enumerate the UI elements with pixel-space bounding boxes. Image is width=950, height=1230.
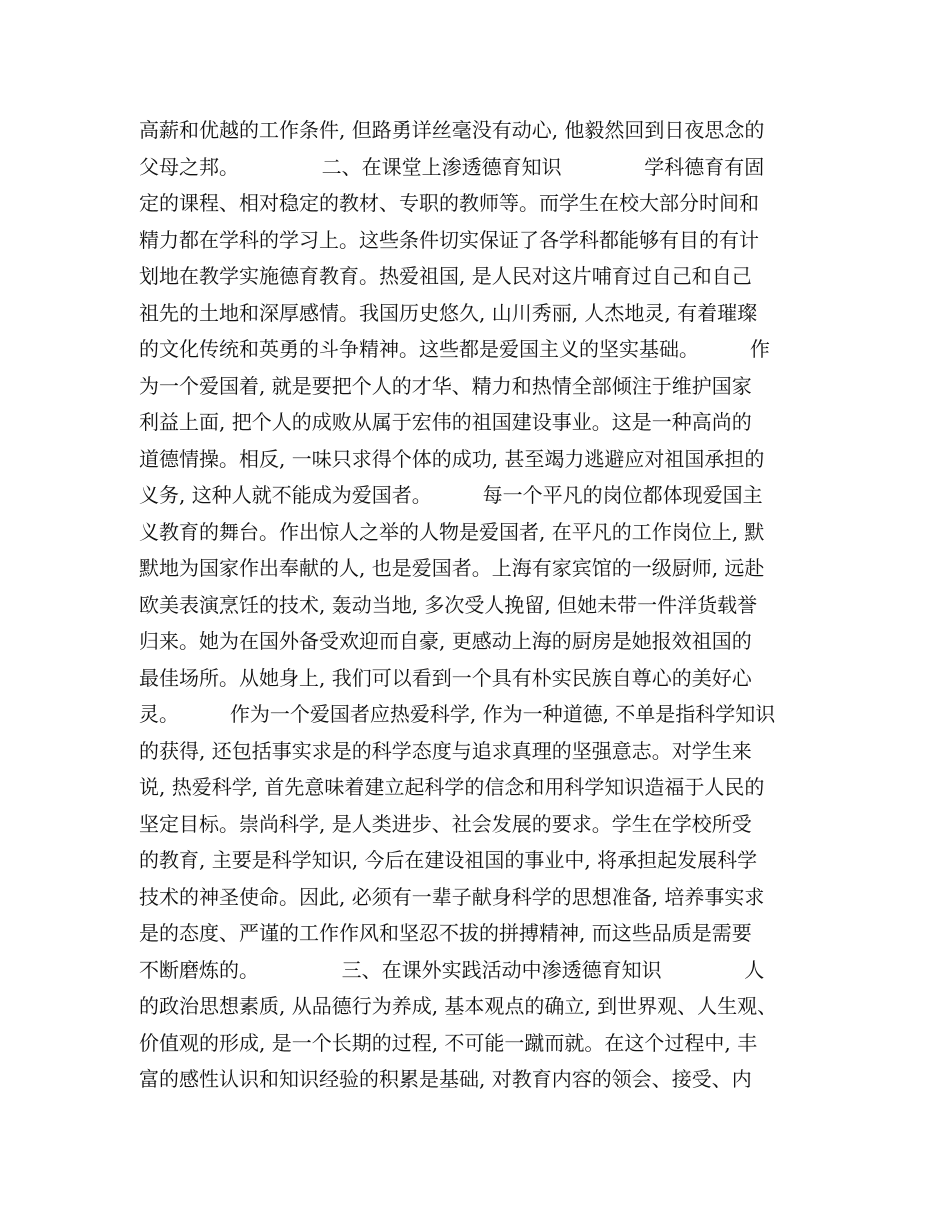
text-line: 为一个爱国着, 就是要把个人的才华、精力和热情全部倾注于维护国家: [139, 373, 752, 398]
text-line: 的获得, 还包括事实求是的科学态度与追求真理的坚强意志。对学生来: [139, 738, 752, 763]
text-line: 富的感性认识和知识经验的积累是基础, 对教育内容的领会、接受、内: [139, 1067, 752, 1091]
text-line: 划地在教学实施德育教育。热爱祖国, 是人民对这片哺育过自己和自己: [139, 264, 752, 288]
text-line: 的政治思想素质, 从品德行为养成, 基本观点的确立, 到世界观、人生观、: [139, 994, 778, 1018]
text-line: 最佳场所。从她身上, 我们可以看到一个具有朴实民族自尊心的美好心: [139, 665, 752, 690]
text-line: 利益上面, 把个人的成败从属于宏伟的祖国建设事业。这是一种高尚的: [139, 410, 752, 434]
text-line: 高薪和优越的工作条件, 但路勇详丝毫没有动心, 他毅然回到日夜思念的: [139, 118, 765, 142]
text-line: 道德情操。相反, 一味只求得个体的成功, 甚至竭力逃避应对祖国承担的: [139, 446, 765, 471]
text-line: 义务, 这种人就不能成为爱国者。 每一个平凡的岗位都体现爱国主: [139, 483, 763, 507]
text-line: 坚定目标。崇尚科学, 是人类进步、社会发展的要求。学生在学校所受: [139, 811, 752, 836]
text-line: 欧美表演烹饪的技术, 轰动当地, 多次受人挽留, 但她未带一件洋货载誉: [139, 592, 758, 617]
text-line: 父母之邦。 二、在课堂上渗透德育知识 学科德育有固: [139, 154, 765, 179]
text-line: 价值观的形成, 是一个长期的过程, 不可能一蹴而就。在这个过程中, 丰: [139, 1030, 758, 1055]
text-line: 归来。她为在国外备受欢迎而自豪, 更感动上海的厨房是她报效祖国的: [139, 629, 752, 653]
text-line: 的教育, 主要是科学知识, 今后在建设祖国的事业中, 将承担起发展科学: [139, 848, 758, 872]
text-line: 是的态度、严谨的工作作风和坚忍不拔的拼搏精神, 而这些品质是需要: [139, 921, 752, 945]
text-line: 默地为国家作出奉献的人, 也是爱国者。上海有家宾馆的一级厨师, 远赴: [139, 556, 765, 580]
text-line: 定的课程、相对稳定的教材、专职的教师等。而学生在校大部分时间和: [139, 191, 759, 215]
text-line: 的文化传统和英勇的斗争精神。这些都是爱国主义的坚实基础。 作: [139, 337, 770, 361]
body-text: [139, 112, 839, 1098]
text-line: 说, 热爱科学, 首先意味着建立起科学的信念和用科学知识造福于人民的: [139, 775, 765, 799]
text-line: 灵。 作为一个爱国者应热爱科学, 作为一种道德, 不单是指科学知识: [139, 702, 776, 726]
text-line: 义教育的舞台。作出惊人之举的人物是爱国者, 在平凡的工作岗位上, 默: [139, 519, 765, 544]
text-line: 不断磨炼的。 三、在课外实践活动中渗透德育知识 人: [139, 957, 765, 982]
text-line: 技术的神圣使命。因此, 必须有一辈子献身科学的思想准备, 培养事实求: [139, 884, 765, 909]
text-line: 祖先的土地和深厚感情。我国历史悠久, 山川秀丽, 人杰地灵, 有着璀璨: [139, 300, 758, 325]
text-line: 精力都在学科的学习上。这些条件切实保证了各学科都能够有目的有计: [139, 227, 759, 252]
